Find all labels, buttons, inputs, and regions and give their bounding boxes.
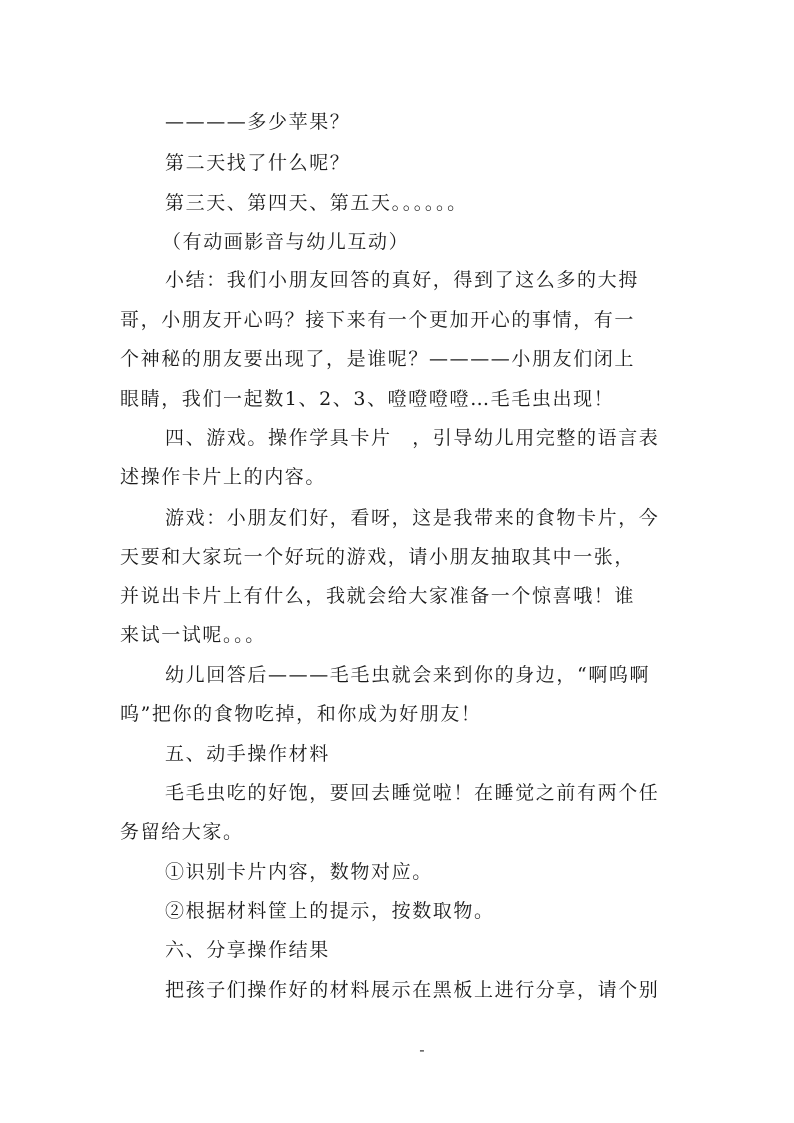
- page-marker: -: [419, 1040, 425, 1059]
- text-line: 哥，小朋友开心吗？接下来有一个更加开心的事情，有一: [120, 309, 636, 331]
- text-line: 述操作卡片上的内容。: [120, 466, 327, 488]
- text-line: ②根据材料筐上的提示，按数取物。: [165, 900, 495, 922]
- text-line: 呜”把你的食物吃掉，和你成为好朋友！: [120, 703, 482, 725]
- text-line: 天要和大家玩一个好玩的游戏，请小朋友抽取其中一张，: [120, 546, 636, 568]
- text-line: 五、动手操作材料: [165, 743, 330, 765]
- text-line: 小结：我们小朋友回答的真好，得到了这么多的大拇: [165, 269, 639, 291]
- text-line: 务留给大家。: [120, 821, 244, 843]
- text-line: 毛毛虫吃的好饱，要回去睡觉啦！在睡觉之前有两个任: [165, 782, 660, 804]
- text-line: ①识别卡片内容，数物对应。: [165, 861, 433, 883]
- text-line: 游戏：小朋友们好，看呀，这是我带来的食物卡片，今: [165, 507, 660, 529]
- text-line: 第二天找了什么呢？: [165, 152, 351, 174]
- text-line: 幼儿回答后———毛毛虫就会来到你的身边，“啊呜啊: [165, 664, 651, 686]
- text-line: ————多少苹果？: [165, 111, 351, 133]
- text-line: 四、游戏。操作学具卡片 ，引导幼儿用完整的语言表: [165, 427, 660, 449]
- text-line: （有动画影音与幼儿互动）: [162, 231, 410, 253]
- text-line: 第三天、第四天、第五天。。。。。。: [165, 192, 468, 214]
- text-line: 六、分享操作结果: [165, 939, 330, 961]
- text-line: 来试一试呢。。。: [120, 624, 266, 646]
- text-line: 眼睛，我们一起数1、2、3、噔噔噔噔…毛毛虫出现！: [120, 388, 615, 410]
- text-line: 把孩子们操作好的材料展示在黑板上进行分享，请个别: [165, 979, 660, 1001]
- text-line: 并说出卡片上有什么，我就会给大家准备一个惊喜哦！谁: [120, 585, 636, 607]
- text-line: 个神秘的朋友要出现了，是谁呢？————小朋友们闭上: [120, 348, 636, 370]
